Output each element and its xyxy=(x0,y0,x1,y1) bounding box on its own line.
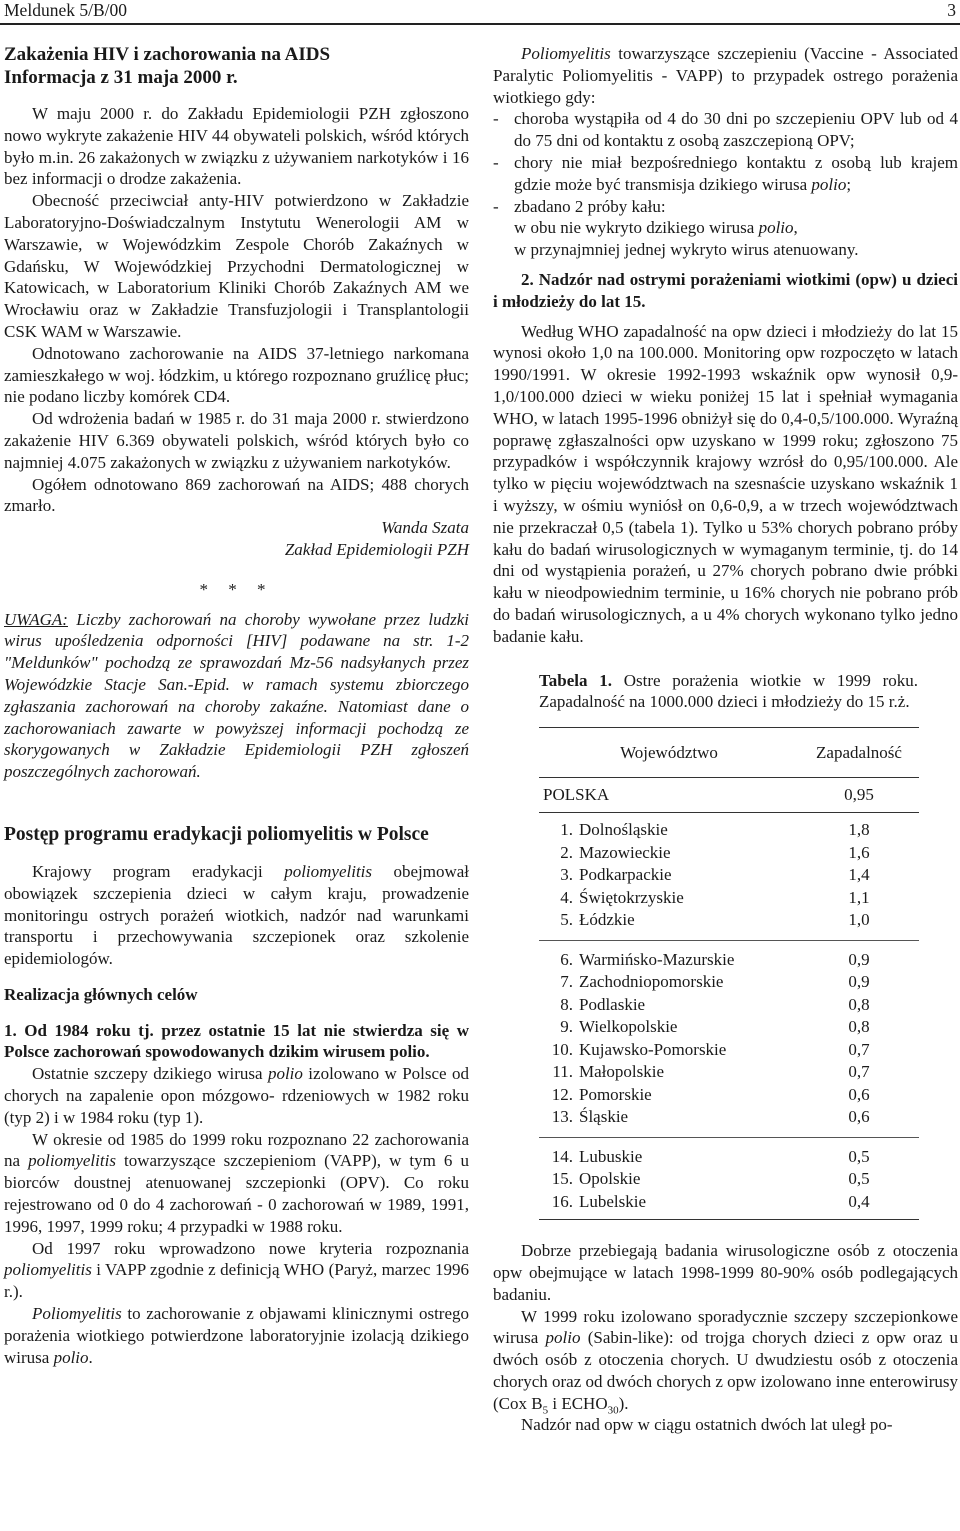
row-number: 5. xyxy=(560,910,573,930)
region-name: Świętokrzyskie xyxy=(579,887,684,907)
row-number: 6. xyxy=(560,949,573,969)
table-row xyxy=(539,1168,919,1191)
header-rule xyxy=(0,23,960,25)
section-title: Postęp programu eradykacji poliomyelitis w Polsce xyxy=(4,823,429,845)
row-number: 11. xyxy=(552,1062,573,1082)
page-header xyxy=(0,0,960,22)
region-name: Wielkopolskie xyxy=(579,1017,678,1037)
table-row xyxy=(539,819,919,842)
paragraph: Ogółem odnotowano 869 zachorowań na AIDS; 488 chorych zmarło. xyxy=(4,474,469,516)
list-subitem: w obu nie wykryto dzikiego wirusa polio, xyxy=(514,218,798,238)
region-name: Śląskie xyxy=(579,1107,629,1127)
table-row xyxy=(539,1016,919,1039)
table-row xyxy=(539,1146,919,1169)
total-value: 0,95 xyxy=(844,784,874,804)
paragraph: W okresie od 1985 do 1999 roku rozpoznano 22 zachorowania na poliomyelitis towarzyszące szczepieniom (VAPP), w tym 6 u biorców doustnej atenuowanej szczepionki (OPV). Co roku rejestrowano od 0 do 4 zachorowań - 0 zachorowań w 1989, 1991, 1996, 1997, 1999 roku; 4 przypadki w 1988 roku. xyxy=(4,1129,469,1236)
table-total-row xyxy=(539,784,919,807)
table-row xyxy=(539,1106,919,1129)
region-name: Lubelskie xyxy=(579,1191,647,1211)
list-item: - zbadano 2 próby kału: xyxy=(493,196,666,216)
paragraph: Dobrze przebiegają badania wirusologiczne osób z otoczenia opw obejmujące w latach 1998-1999 80-90% osób podlegających badaniu. xyxy=(493,1241,958,1304)
table-row xyxy=(539,994,919,1017)
goal-heading: 2. Nadzór nad ostrymi porażeniami wiotkimi (opw) u dzieci i młodzieży do lat 15. xyxy=(493,269,958,311)
incidence-value: 0,6 xyxy=(848,1084,870,1104)
region-name: Podkarpackie xyxy=(579,865,672,885)
note-label: UWAGA: xyxy=(4,609,68,629)
incidence-value: 0,4 xyxy=(848,1191,870,1211)
incidence-value: 0,7 xyxy=(848,1062,870,1082)
region-name: Mazowieckie xyxy=(579,842,671,862)
region-name: Dolnośląskie xyxy=(579,820,668,840)
table-row xyxy=(539,1039,919,1062)
incidence-value: 0,7 xyxy=(848,1039,870,1059)
row-number: 7. xyxy=(560,972,573,992)
incidence-value: 1,4 xyxy=(848,865,870,885)
incidence-value: 0,5 xyxy=(848,1146,870,1166)
row-number: 16. xyxy=(551,1191,573,1211)
list-item: - choroba wystąpiła od 4 do 30 dni po szczepieniu OPV lub od 4 do 75 dni od kontaktu z osobą zaszczepioną OPV; xyxy=(493,109,958,151)
paragraph: Krajowy program eradykacji poliomyelitis obejmował obowiązek szczepienia dzieci w całym kraju, prowadzenie monitoringu ostrych porażeń wiotkich, nadzór nad warunkami transportu i przechowywania szczepionek oraz szkolenie epidemiologów. xyxy=(4,861,469,969)
region-name: Lubuskie xyxy=(579,1146,643,1166)
region-name: Warmińsko-Mazurskie xyxy=(579,949,735,969)
total-label: POLSKA xyxy=(543,784,610,804)
subsection-title: Realizacja głównych celów xyxy=(4,984,198,1004)
row-number: 14. xyxy=(551,1146,573,1166)
region-name: Małopolskie xyxy=(579,1062,664,1082)
paragraph: Obecność przeciwciał anty-HIV potwierdzono w Zakładzie Laboratoryjno-Doświadczalnym Instytutu Wenerologii AM w Warszawie, w Wojewódzkim Zespole Chorób Zakaźnych w Gdańsku, W Wojewódzkiej Przychodni Dermatologicznej w Katowicach, w Laboratorium Kliniki Chorób Zakaźnych AM we Wrocławiu oraz w Zakładzie Transfuzjologii i Transplantologii CSK WAM w Warszawie. xyxy=(4,191,469,341)
author-name: Wanda Szata xyxy=(381,518,469,538)
region-name: Kujawsko-Pomorskie xyxy=(579,1039,727,1059)
incidence-value: 0,8 xyxy=(848,994,870,1014)
paragraph: Od wdrożenia badań w 1985 r. do 31 maja 2000 r. stwierdzono zakażenie HIV 6.369 obywateli polskich, wśród których było co najmniej 4.075 zakażonych w związku z używaniem narkotyków. xyxy=(4,409,469,472)
goal-heading: 1. Od 1984 roku tj. przez ostatnie 15 lat nie stwierdza się w Polsce zachorowań spowodowanych dzikim wirusem polio. xyxy=(4,1020,469,1062)
paragraph: Ostatnie szczepy dzikiego wirusa polio izolowano w Polsce od chorych na zapalenie opon mózgowo- rdzeniowych w 1982 roku (typ 2) i w 1984 roku (typ 1). xyxy=(4,1064,469,1127)
region-name: Łódzkie xyxy=(579,910,635,930)
incidence-value: 1,6 xyxy=(848,842,870,862)
row-number: 3. xyxy=(560,865,573,885)
region-name: Opolskie xyxy=(579,1169,641,1189)
paragraph: Nadzór nad opw w ciągu ostatnich dwóch lat uległ po- xyxy=(521,1415,893,1435)
table-header xyxy=(539,734,919,771)
table-bottom-rule xyxy=(539,1213,919,1226)
incidence-value: 1,8 xyxy=(848,820,870,840)
paragraph: Odnotowano zachorowanie na AIDS 37-letniego narkomana zamieszkałego w woj. łódzkim, u którego rozpoznano gruźlicę płuc; nie podano liczby komórek CD4. xyxy=(4,343,469,407)
region-name: Podlaskie xyxy=(579,994,646,1014)
table-row xyxy=(539,909,919,932)
article-subtitle: Informacja z 31 maja 2000 r. xyxy=(4,67,238,88)
incidence-value: 0,9 xyxy=(848,972,870,992)
paragraph: Poliomyelitis to zachorowanie z objawami klinicznymi ostrego porażenia wiotkiego potwierdzone laboratoryjnie izolacją dzikiego wirusa polio. xyxy=(4,1304,469,1367)
table-row xyxy=(539,842,919,865)
table-row xyxy=(539,949,919,972)
row-number: 2. xyxy=(560,842,573,862)
paragraph: W 1999 roku izolowano sporadycznie szczepy szczepionkowe wirusa polio (Sabin-like): od trojga chorych dzieci z opw oraz u dwóch osób z otoczenia chorych. U dwudziestu osób z otoczenia chorych oraz od dwóch chorych z opw izolowano inne enterowirusy (Cox $B_5$ i $ECHO_{30}$). xyxy=(493,1306,958,1417)
note xyxy=(4,609,469,783)
paragraph: Poliomyelitis towarzyszące szczepieniu (Vaccine - Associated Paralytic Poliomyelitis - VAPP) to przypadek ostrego porażenia wiotkiego gdy: xyxy=(493,44,958,107)
paragraph: Od 1997 roku wprowadzono nowe kryteria rozpoznania poliomyelitis i VAPP zgodnie z definicją WHO (Paryż, marzec 1996 r.). xyxy=(4,1238,469,1302)
incidence-value: 1,1 xyxy=(848,887,870,907)
group-separator xyxy=(539,932,919,949)
incidence-value: 0,5 xyxy=(848,1169,870,1189)
table-row xyxy=(539,1061,919,1084)
right-column xyxy=(493,43,958,1436)
column-header-value: Zapadalność xyxy=(816,743,902,763)
paragraph: W maju 2000 r. do Zakładu Epidemiologii PZH zgłoszono nowo wykryte zakażenie HIV 44 obywateli polskich, wśród których było m.in. 26 zakażonych w związku z używaniem narkotyków i 16 bez informacji o drodze zakażenia. xyxy=(4,104,469,189)
column-header-region: Województwo xyxy=(620,743,718,763)
article-title: Zakażenia HIV i zachorowania na AIDS xyxy=(4,44,331,65)
list-subitem: w przynajmniej jednej wykryto wirus atenuowany. xyxy=(514,240,859,260)
list-item: - chory nie miał bezpośredniego kontaktu z osobą lub krajem gdzie może być transmisja dzikiego wirusa polio; xyxy=(493,152,958,194)
page-number: 3 xyxy=(947,0,956,20)
incidence-table xyxy=(539,721,919,1226)
table-row xyxy=(539,1191,919,1214)
row-number: 9. xyxy=(560,1017,573,1037)
author-unit: Zakład Epidemiologii PZH xyxy=(284,539,469,559)
note-text: Liczby zachorowań na choroby wywołane przez ludzki wirus upośledzenia odporności [HIV] podawane na str. 1-2 "Meldunków" pochodzą ze sprawozdań Mz-56 nadsyłanych przez Wojewódzkie Stacje San.-Epid. w ramach systemu zbiorczego zgłaszania zachorowań na choroby zakaźne. Natomiast dane o zachorowaniach zawarte w powyższej informacji pochodzą ze skorygowanych w Zakładzie Epidemiologii PZH zgłoszeń poszczególnych zachorowań. xyxy=(4,609,469,782)
row-number: 1. xyxy=(560,820,573,840)
bulletin-number: Meldunek 5/B/00 xyxy=(4,0,127,20)
incidence-value: 1,0 xyxy=(848,910,870,930)
row-number: 4. xyxy=(560,887,573,907)
table-caption: Tabela 1. Ostre porażenia wiotkie w 1999 roku. Zapadalność na 1000.000 dzieci i młodzieży do 15 r.ż. xyxy=(539,670,918,712)
left-column xyxy=(4,43,469,1368)
row-number: 10. xyxy=(551,1039,573,1059)
paragraph: Według WHO zapadalność na opw dzieci i młodzieży do lat 15 wynosi około 1,0 na 100.000. Monitoring opw rozpoczęto w latach 1990/1991. W okresie 1992-1993 wskaźnik opw wynosił 0,9-1,0/100.000 dzieci w wieku poniżej 15 lat i spełniał wymagania WHO, w latach 1995-1996 obniżył się do 0,4-0,5/100.000. Wyraźną poprawę zgłaszalności opw uzyskano w 1999 roku; zgłoszono 75 przypadków i współczynnik krajowy wzrósł do 0,95/100.000. Ale tylko w pięciu województwach na szesnaście uzyskano wskaźnik 1 i wyższy, w ośmiu wyniósł on 0,6-0,9, a w trzech województwach nie przekraczał 0,5 (tabela 1). Tylko u 53% chorych pobrano próby kału do badań wirusologicznych w wymaganym terminie, tj. do 14 dni od wystąpienia porażeń, u 27% chorych pobrano dwie próbki kału w nieodpowiednim terminie, u 16% chorych nie pobrano prób do badań wirusologicznych, a u 4% chorych wykonano tylko jedno badanie kału. xyxy=(493,321,958,646)
incidence-value: 0,8 xyxy=(848,1017,870,1037)
section-separator: * * * xyxy=(199,579,274,599)
table-row xyxy=(539,1084,919,1107)
table-row xyxy=(539,971,919,994)
incidence-value: 0,6 xyxy=(848,1107,870,1127)
row-number: 12. xyxy=(551,1084,573,1104)
table-row xyxy=(539,864,919,887)
group-separator xyxy=(539,1129,919,1146)
row-number: 13. xyxy=(551,1107,573,1127)
region-name: Zachodniopomorskie xyxy=(579,972,724,992)
row-number: 15. xyxy=(551,1169,573,1189)
table-row xyxy=(539,887,919,910)
row-number: 8. xyxy=(560,994,573,1014)
incidence-value: 0,9 xyxy=(848,949,870,969)
region-name: Pomorskie xyxy=(579,1084,652,1104)
